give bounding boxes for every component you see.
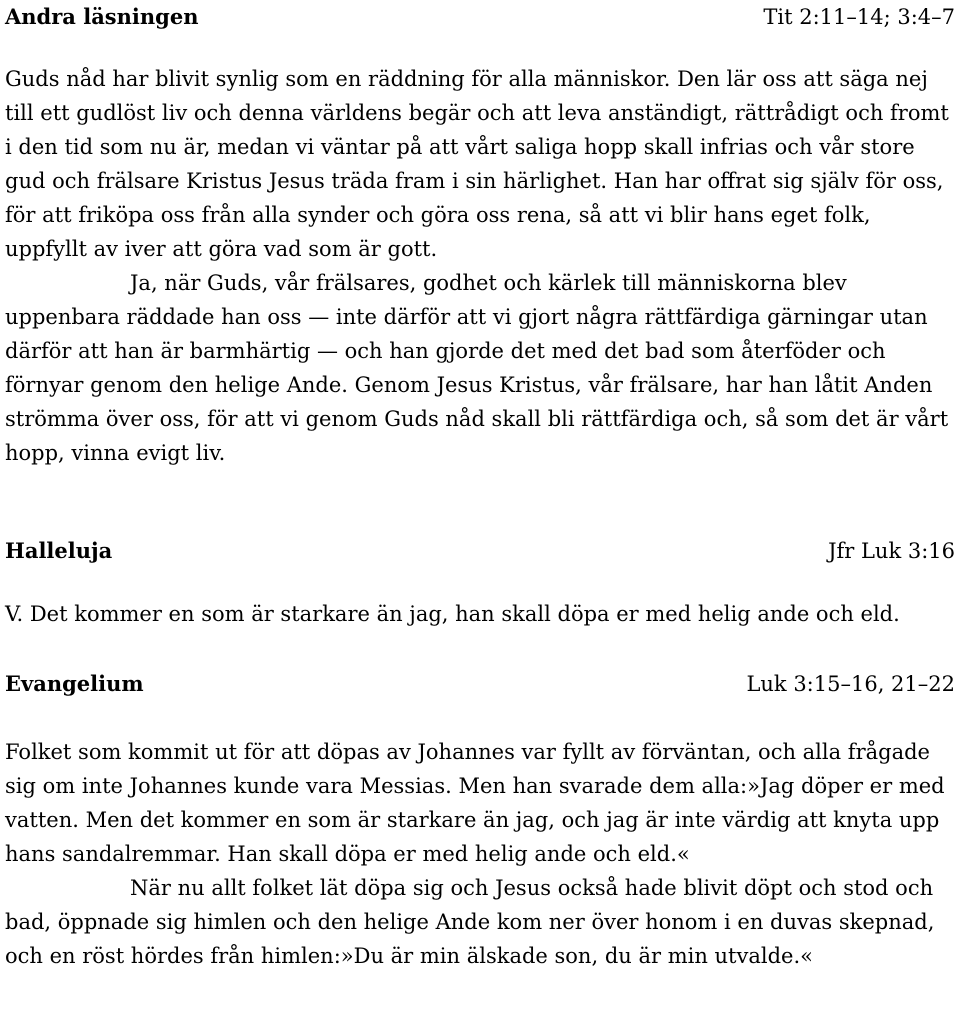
second-reading-reference: Tit 2:11–14; 3:4–7	[763, 5, 955, 29]
gospel-paragraph: Folket som kommit ut för att döpas av Johannes var fyllt av förväntan, och alla frågade sig om inte Johannes kunde vara Messias. Men han svarade dem alla:»Jag döper er med vatten. Men det kommer en som är starkare än jag, och jag är inte värdig att knyta upp hans sandalremmar. Han skall döpa er med helig ande och eld.«	[5, 740, 945, 866]
gospel-title: Evangelium	[5, 671, 144, 696]
second-reading-paragraph: Guds nåd har blivit synlig som en räddning för alla människor. Den lär oss att säga nej till ett gudlöst liv och denna världens begär och att leva anständigt, rättrådigt och fromt i den tid som nu är, medan vi väntar på att vårt saliga hopp skall infrias och vår store gud och frälsare Kristus Jesus träda fram i sin härlighet. Han har offrat sig själv för oss, för att friköpa oss från alla synder och göra oss rena, så att vi blir hans eget folk, uppfyllt av iver att göra vad som är gott.	[5, 67, 949, 261]
gospel-reference: Luk 3:15–16, 21–22	[746, 672, 955, 696]
alleluia-title: Halleluja	[5, 538, 113, 563]
gospel-body	[5, 735, 955, 973]
second-reading-title: Andra läsningen	[5, 4, 199, 29]
gospel-heading	[5, 667, 955, 701]
second-reading-body	[5, 62, 955, 470]
second-reading-heading	[5, 0, 955, 34]
second-reading-paragraph: Ja, när Guds, vår frälsares, godhet och kärlek till människorna blev uppenbara räddade han oss — inte därför att vi gjort några rättfärdiga gärningar utan därför att han är barmhärtig — och han gjorde det med det bad som återföder och förnyar genom den helige Ande. Genom Jesus Kristus, vår frälsare, har han låtit Anden strömma över oss, för att vi genom Guds nåd skall bli rättfärdiga och, så som det är vårt hopp, vinna evigt liv.	[5, 271, 949, 465]
gospel-paragraph: När nu allt folket lät döpa sig och Jesus också hade blivit döpt och stod och bad, öppnade sig himlen och den helige Ande kom ner över honom i en duvas skepnad, och en röst hördes från himlen:»Du är min älskade son, du är min utvalde.«	[5, 876, 935, 968]
alleluia-verse: V. Det kommer en som är starkare än jag, han skall döpa er med helig ande och eld.	[5, 602, 900, 626]
alleluia-body	[5, 597, 955, 631]
alleluia-heading	[5, 534, 955, 568]
alleluia-reference: Jfr Luk 3:16	[828, 539, 955, 563]
